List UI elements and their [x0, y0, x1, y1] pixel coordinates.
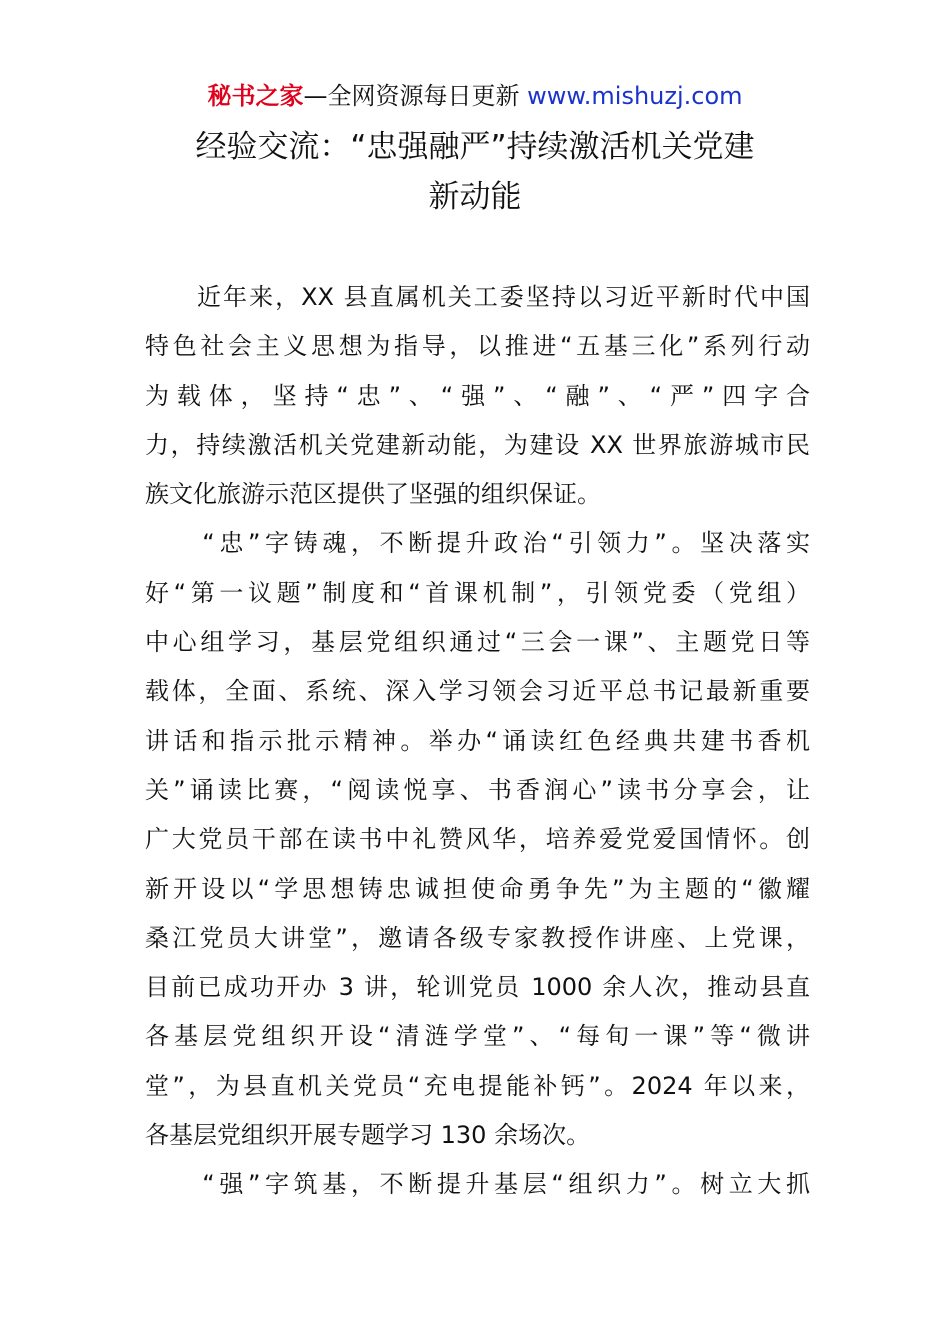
paragraph-strength — [145, 1160, 810, 1209]
title-line-1: 经验交流：“忠强融严”持续激活机关党建 — [195, 129, 755, 165]
text-line: “强”字筑基，不断提升基层“组织力”。树立大抓 — [145, 1170, 810, 1199]
text-line: 近年来，XX 县直属机关工委坚持以习近平新时代中国 — [145, 283, 810, 311]
text-line: 目前已成功开办 3 讲，轮训党员 1000 余人次，推动县直 — [145, 973, 810, 1002]
text-line: 堂”，为县直机关党员“充电提能补钙”。2024 年以来， — [145, 1071, 810, 1100]
text-line: 桑江党员大讲堂”，邀请各级专家教授作讲座、上党课， — [145, 923, 810, 952]
title-line-2: 新动能 — [428, 179, 522, 215]
text-line: 各基层党组织开设“清涟学堂”、“每旬一课”等“微讲 — [145, 1022, 810, 1051]
header-tagline: —全网资源每日更新 — [303, 82, 528, 110]
text-line: 力，持续激活机关党建新动能，为建设 XX 世界旅游城市民 — [145, 430, 810, 459]
site-link[interactable]: www.mishuzj.com — [527, 82, 743, 110]
text-line: 讲话和指示批示精神。举办“诵读红色经典共建书香机 — [145, 726, 810, 755]
text-line: 特色社会主义思想为指导，以推进“五基三化”系列行动 — [145, 332, 810, 361]
paragraph-loyalty — [145, 519, 810, 1160]
text-line: 各基层党组织开展专题学习 130 余场次。 — [145, 1121, 591, 1150]
document-title — [100, 122, 850, 222]
site-header — [0, 78, 950, 114]
text-line: 新开设以“学思想铸忠诚担使命勇争先”为主题的“徽耀 — [145, 874, 810, 903]
text-line: 载体，全面、系统、深入学习领会习近平总书记最新重要 — [145, 677, 810, 706]
text-line: 中心组学习，基层党组织通过“三会一课”、主题党日等 — [145, 628, 810, 657]
text-line: 关”诵读比赛，“阅读悦享、书香润心”读书分享会，让 — [145, 775, 810, 804]
text-line: 广大党员干部在读书中礼赞风华，培养爱党爱国情怀。创 — [145, 825, 810, 854]
text-line: 族文化旅游示范区提供了坚强的组织保证。 — [145, 480, 601, 509]
paragraph-intro — [145, 273, 810, 519]
text-line: 好“第一议题”制度和“首课机制”，引领党委（党组） — [145, 578, 810, 607]
text-line: “忠”字铸魂，不断提升政治“引领力”。坚决落实 — [145, 529, 810, 558]
brand-name: 秘书之家 — [207, 82, 304, 110]
text-line: 为载体，坚持“忠”、“强”、“融”、“严”四字合 — [145, 381, 810, 410]
document-body — [145, 273, 810, 1210]
